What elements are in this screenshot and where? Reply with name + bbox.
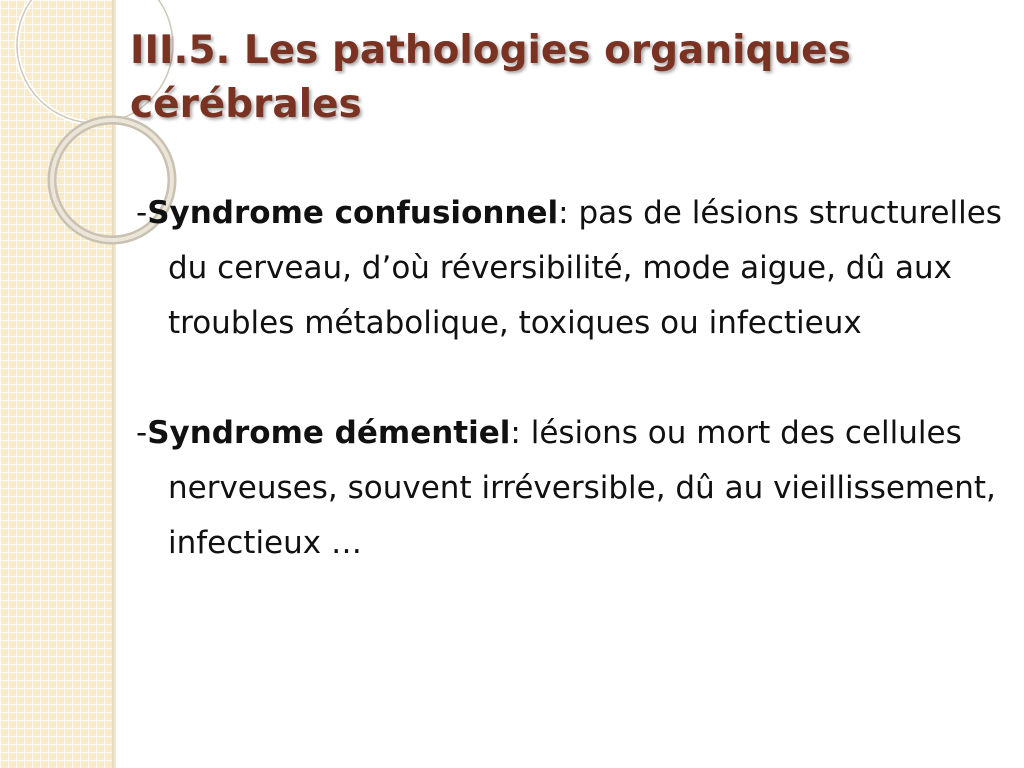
slide-content (136, 186, 1006, 571)
bullet-description: : pas de lésions structurelles du cerveau, d’où réversibilité, mode aigue, dû aux troubles métabolique, toxiques ou infectieux (168, 195, 1002, 341)
bullet-syndrome-confusionnel (136, 186, 1006, 351)
bullet-syndrome-dementiel (136, 406, 1006, 571)
bullet-dash: - (136, 195, 148, 231)
bullet-term: Syndrome démentiel (147, 415, 511, 451)
slide-title: III.5. Les pathologies organiques cérébrales (130, 28, 851, 127)
bullet-description: : lésions ou mort des cellules nerveuses, souvent irréversible, dû au vieillissement, infectieux … (168, 415, 996, 561)
bullet-dash: - (136, 415, 148, 451)
bullet-term: Syndrome confusionnel (147, 195, 559, 231)
